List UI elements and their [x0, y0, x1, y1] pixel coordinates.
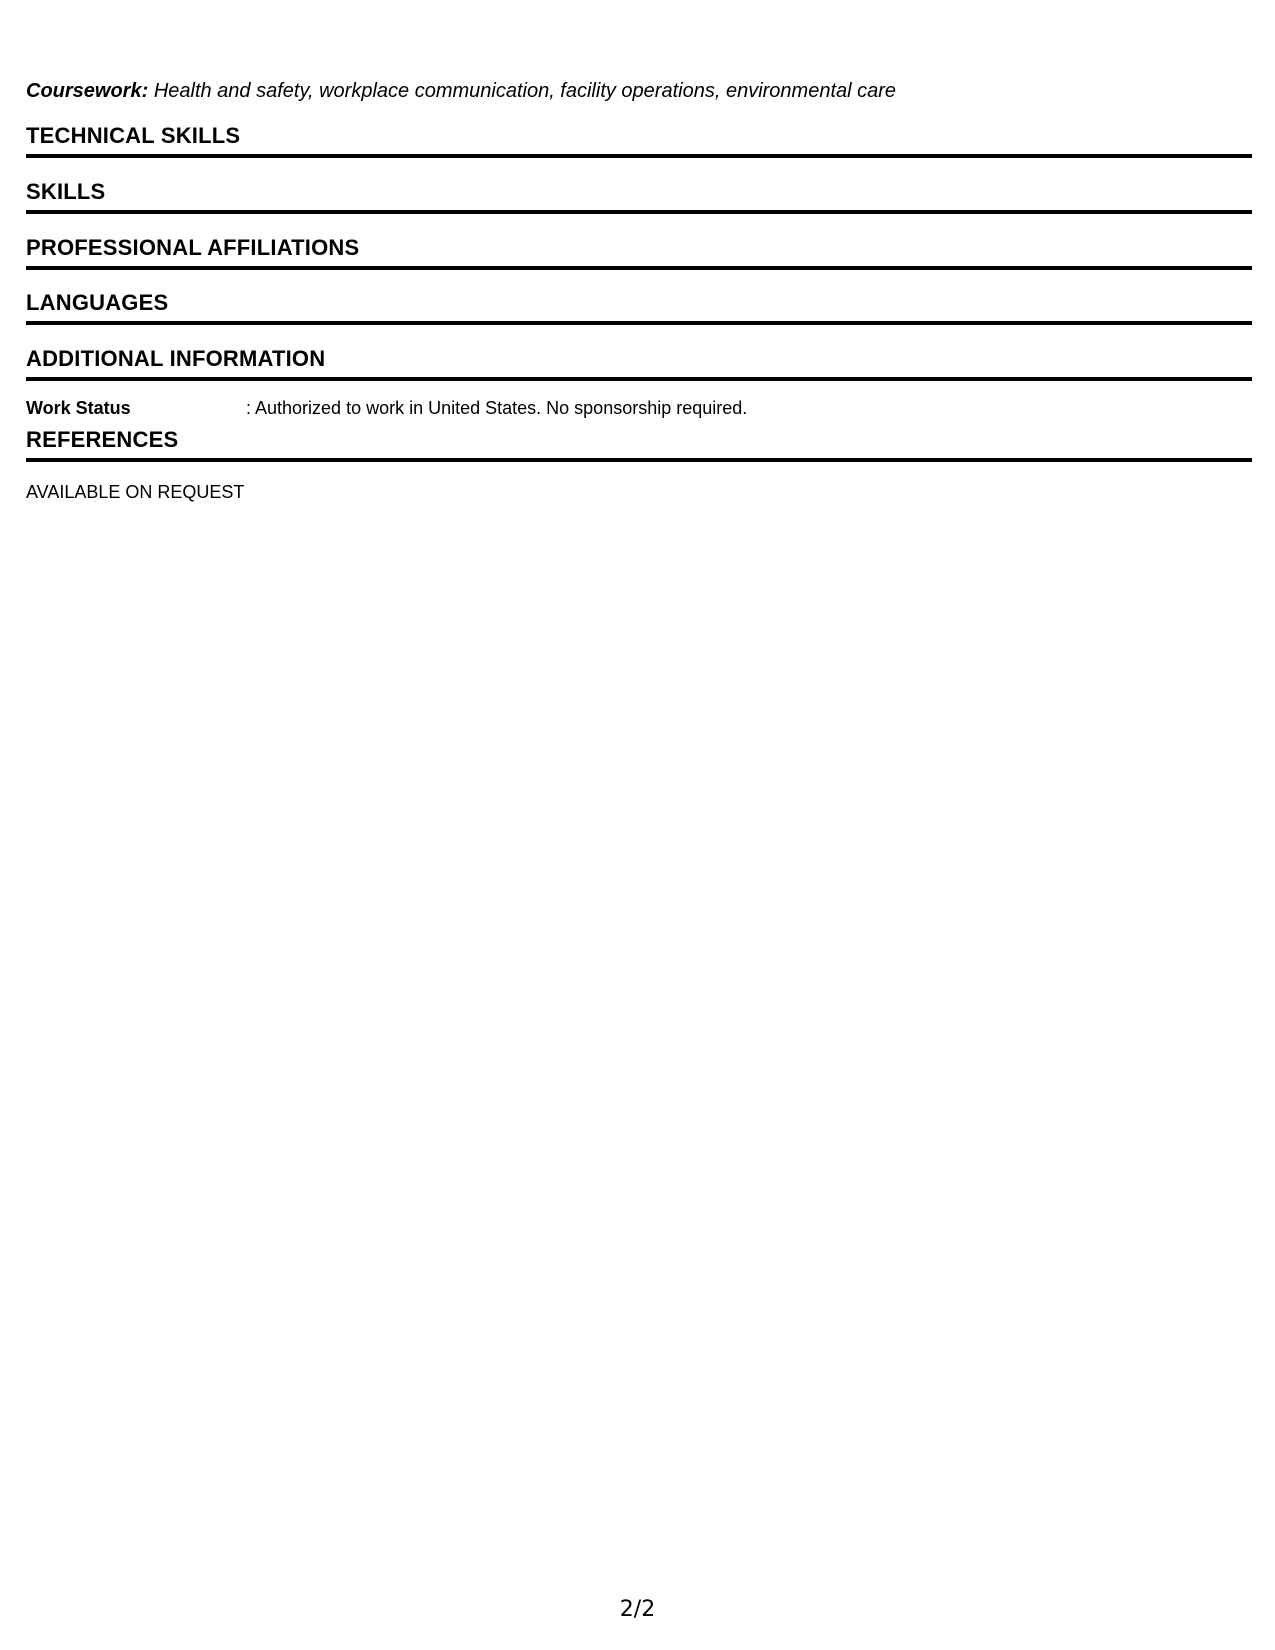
- section-divider: [26, 321, 1252, 325]
- section-references: [26, 426, 1252, 462]
- section-heading-professional-affiliations: PROFESSIONAL AFFILIATIONS: [26, 235, 360, 260]
- work-status-label: Work Status: [26, 398, 131, 418]
- resume-page: [26, 0, 1252, 1650]
- references-text: AVAILABLE ON REQUEST: [26, 482, 245, 502]
- section-divider: [26, 154, 1252, 158]
- page-number: 2/2: [619, 1597, 656, 1622]
- section-heading-technical-skills: TECHNICAL SKILLS: [26, 123, 241, 148]
- coursework-line: [26, 78, 896, 104]
- section-heading-skills: SKILLS: [26, 179, 106, 204]
- section-divider: [26, 266, 1252, 270]
- coursework-label: Coursework:: [26, 80, 149, 102]
- section-heading-references: REFERENCES: [26, 427, 179, 452]
- section-heading-languages: LANGUAGES: [26, 290, 169, 315]
- coursework-text: Health and safety, workplace communication, facility operations, environmental care: [153, 80, 897, 102]
- section-languages: [26, 289, 1252, 325]
- section-divider: [26, 377, 1252, 381]
- section-technical-skills: [26, 122, 1252, 158]
- section-professional-affiliations: [26, 234, 1252, 270]
- section-divider: [26, 458, 1252, 462]
- section-additional-information: [26, 345, 1252, 381]
- section-skills: [26, 178, 1252, 214]
- section-heading-additional-information: ADDITIONAL INFORMATION: [26, 346, 326, 371]
- work-status-value: : Authorized to work in United States. No sponsorship required.: [246, 398, 748, 418]
- section-divider: [26, 210, 1252, 214]
